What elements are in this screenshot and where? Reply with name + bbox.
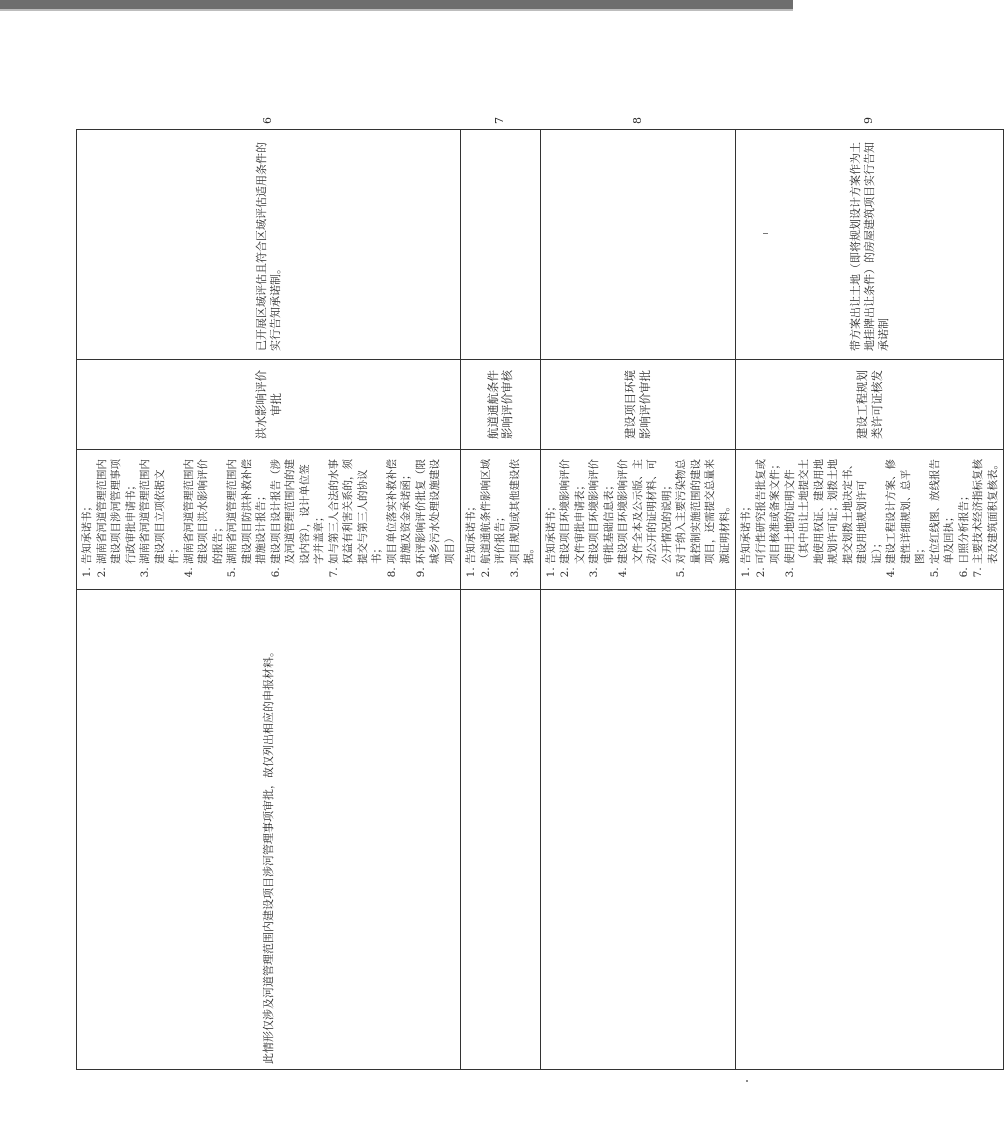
scan-speck <box>746 1080 748 1082</box>
list-item: 8. 项目单位落实补救补偿措施及资金承诺函； <box>385 455 414 564</box>
list-item: 2. 建设项目环境影响评价文件审批申请表； <box>558 455 587 564</box>
list-item: 6. 日照分析报告； <box>957 455 972 564</box>
list-item: 3. 湖南省河道管理范围内建设项目立项依据文件； <box>138 455 182 564</box>
materials-cell <box>461 450 541 590</box>
table-row: 1. 告知承诺书； 2. 可行性研究报告批复或项目核准或备案文件； 3. 使用土地的证明文件（其中出让土地提交土地使用权证、建设用地规划许可证；划拨土地提交划拨土地决定书、建设用地规划许可证）； 4. 建设工程设计方案、修建性详细规划、总平图； 5. 定位红线图、放线报告单及回执； 6. 日照分析报告； 7. 主要技术经济指标复核表及建筑面积复核表。 建设工程规划类许可证核发 带方案出让土地（即将规划设计方案作为土地挂牌出让条件）的房屋建筑项目实行告知承诺制 9 <box>736 130 1004 1070</box>
item-name-cell: 建设项目环境影响评价审批 <box>540 360 736 450</box>
materials-list <box>739 455 1000 584</box>
list-item: 1. 告知承诺书； <box>544 455 559 564</box>
table-row: 1. 告知承诺书； 2. 建设项目环境影响评价文件审批申请表； 3. 建设项目环境影响评价审批基础信息表； 4. 建设项目环境影响评价文件全本及公示版、主动公开的证明材料、可公开情况的说明； 5. 对于纳入主要污染物总量控制实施范围的建设项目，还需提交总量来源证明材料。 建设项目环境影响评价审批 8 <box>540 130 736 1070</box>
item-name-cell: 建设工程规划类许可证核发 <box>736 360 1004 450</box>
list-item: 1. 告知承诺书； <box>464 455 479 564</box>
list-item: 4. 建设工程设计方案、修建性详细规划、总平图； <box>884 455 928 564</box>
list-item: 3. 使用土地的证明文件（其中出让土地提交土地使用权证、建设用地规划许可证；划拨土地提交划拨土地决定书、建设用地规划许可证）； <box>783 455 885 564</box>
rotated-page <box>76 117 999 1070</box>
table-row: 此情形仅涉及河道管理范围内建设项目涉河管理事项审批，故仅列出相应的申报材料。 1. 告知承诺书； 2. 湖南省河道管理范围内建设项目涉河管理事项行政审批申请书； 3. 湖南省河道管理范围内建设项目立项依据文件； 4. 湖南省河道管理范围内建设项目洪水影响评价的报告； 5. 湖南省河道管理范围内建设项目防洪补救补偿措施设计报告； 6. 建设项目设计报告（涉及河道管理范围内的建设内容），设计单位签字并盖章； 7. 如与第三人合法的水事权益有利害关系的，须提交与第三人的协议书； 8. 项目单位落实补救补偿措施及资金承诺函； 9. 环评影响评价批复（限城乡污水处理设施建设项目） 洪水影响评价审批 已开展区域评估且符合区域评估适用条件的实行告知承诺制。 6 <box>77 130 461 1070</box>
condition-cell: 带方案出让土地（即将规划设计方案作为土地挂牌出让条件）的房屋建筑项目实行告知承诺制 <box>736 130 1004 360</box>
materials-list <box>80 455 457 584</box>
list-item: 5. 对于纳入主要污染物总量控制实施范围的建设项目，还需提交总量来源证明材料。 <box>674 455 732 564</box>
note-cell <box>540 590 736 1070</box>
list-item: 3. 项目规划或其他建设依据。 <box>508 455 537 564</box>
item-name-cell: 洪水影响评价审批 <box>77 360 461 450</box>
table-viewport <box>76 117 999 1070</box>
list-item: 5. 定位红线图、放线报告单及回执； <box>928 455 957 564</box>
list-item: 2. 可行性研究报告批复或项目核准或备案文件； <box>754 455 783 564</box>
condition-cell <box>540 130 736 360</box>
list-item: 1. 告知承诺书； <box>80 455 95 564</box>
list-item: 4. 湖南省河道管理范围内建设项目洪水影响评价的报告； <box>182 455 226 564</box>
materials-cell <box>736 450 1004 590</box>
condition-cell <box>461 130 541 360</box>
materials-cell <box>540 450 736 590</box>
list-item: 1. 告知承诺书； <box>739 455 754 564</box>
item-name-cell: 航道通航条件影响评价审核 <box>461 360 541 450</box>
list-item: 2. 航道通航条件影响区域评价报告； <box>479 455 508 564</box>
scan-speck <box>763 233 768 234</box>
note-cell: 此情形仅涉及河道管理范围内建设项目涉河管理事项审批，故仅列出相应的申报材料。 <box>77 590 461 1070</box>
list-item: 4. 建设项目环境影响评价文件全本及公示版、主动公开的证明材料、可公开情况的说明； <box>616 455 674 564</box>
scan-top-line <box>0 9 793 11</box>
approval-table <box>76 117 1004 1070</box>
list-item: 3. 建设项目环境影响评价审批基础信息表； <box>587 455 616 564</box>
scan-top-border <box>0 0 793 9</box>
list-item: 5. 湖南省河道管理范围内建设项目防洪补救补偿措施设计报告； <box>225 455 269 564</box>
list-item: 2. 湖南省河道管理范围内建设项目涉河管理事项行政审批申请书； <box>95 455 139 564</box>
materials-list <box>544 455 733 584</box>
note-cell <box>461 590 541 1070</box>
materials-cell <box>77 450 461 590</box>
materials-list <box>464 455 537 584</box>
condition-cell: 已开展区域评估且符合区域评估适用条件的实行告知承诺制。 <box>77 130 461 360</box>
note-cell <box>736 590 1004 1070</box>
list-item: 7. 主要技术经济指标复核表及建筑面积复核表。 <box>971 455 1000 564</box>
table-row: 1. 告知承诺书； 2. 航道通航条件影响区域评价报告； 3. 项目规划或其他建设依据。 航道通航条件影响评价审核 7 <box>461 130 541 1070</box>
list-item: 6. 建设项目设计报告（涉及河道管理范围内的建设内容），设计单位签字并盖章； <box>269 455 327 564</box>
list-item: 7. 如与第三人合法的水事权益有利害关系的，须提交与第三人的协议书； <box>327 455 385 564</box>
list-item: 9. 环评影响评价批复（限城乡污水处理设施建设项目） <box>414 455 458 564</box>
